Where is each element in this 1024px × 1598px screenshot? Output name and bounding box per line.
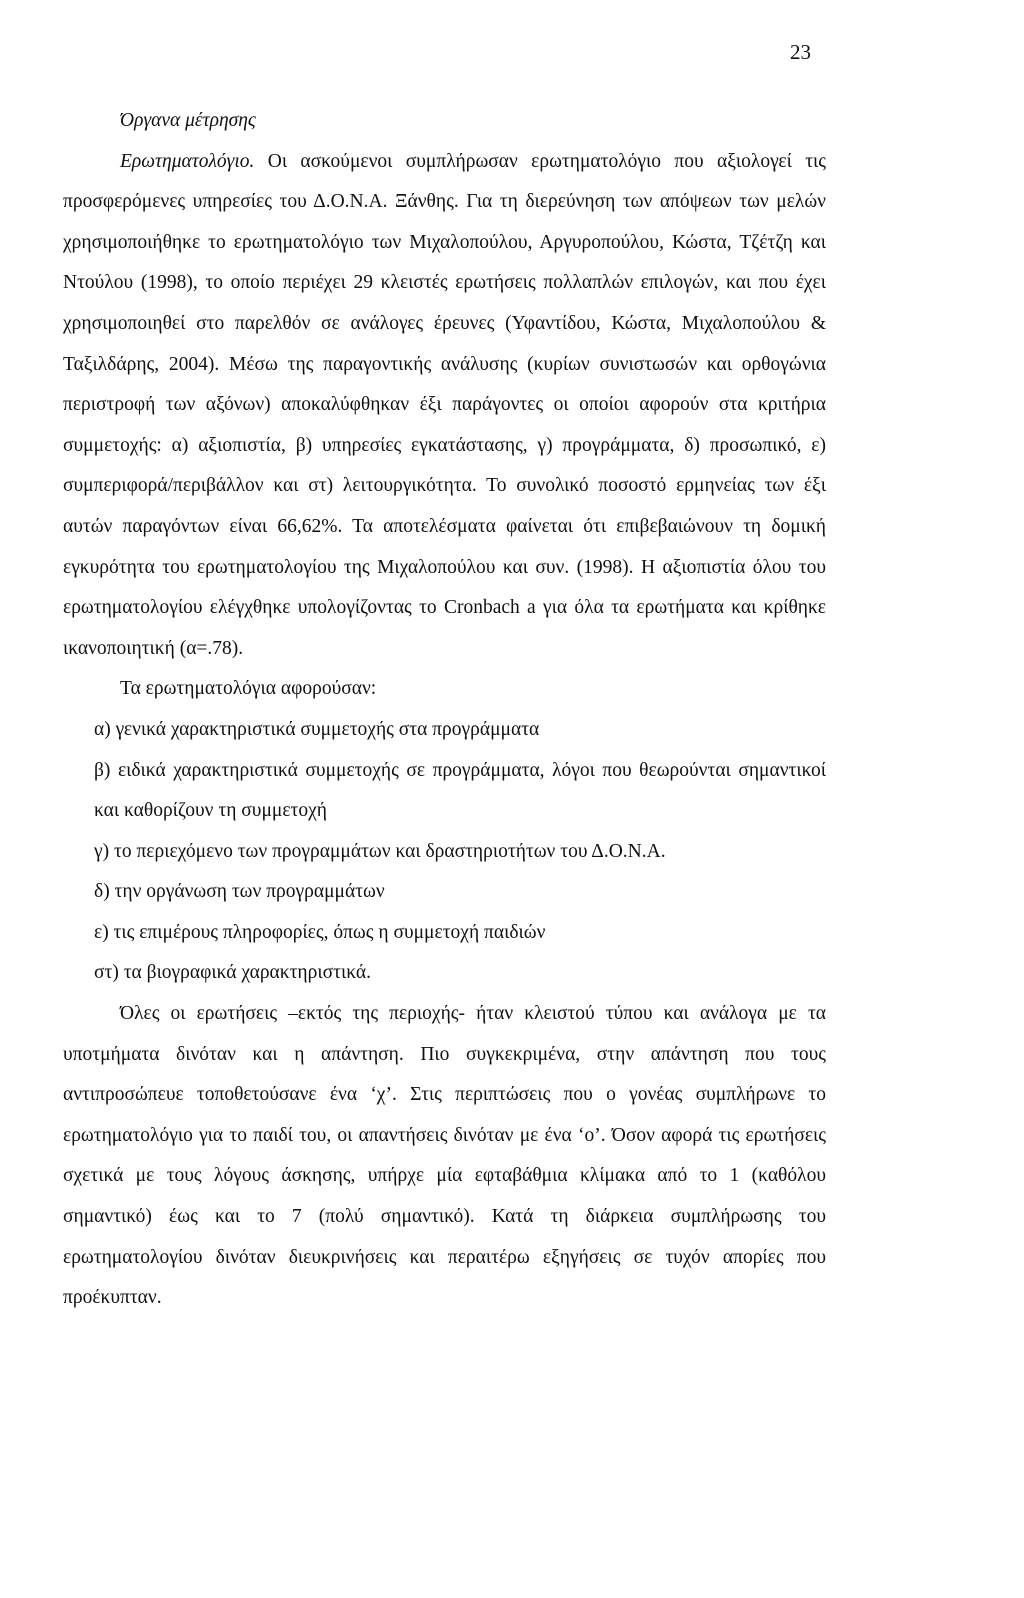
list-item: γ) το περιεχόμενο των προγραμμάτων και δραστηριοτήτων του Δ.Ο.Ν.Α. (94, 840, 666, 862)
list-item: α) γενικά χαρακτηριστικά συμμετοχής στα προγράμματα (94, 718, 540, 740)
paragraph-topics-intro: Τα ερωτηματολόγια αφορούσαν: (120, 678, 377, 700)
paragraph-questionnaire-text: Οι ασκούμενοι συμπλήρωσαν ερωτηματολόγιο που αξιολογεί τις προσφερόμενες υπηρεσίες του Δ.Ο.Ν.Α. Ξάνθης. Για τη διερεύνηση των απόψεων των μελών χρησιμοποιήθηκε το ερωτηματολόγιο των Μιχαλοπούλου, Αργυροπούλου, Κώστα, Τζέτζη και Ντούλου (1998), το οποίο περιέχει 29 κλειστές ερωτήσεις πολλαπλών επιλογών, και που έχει χρησιμοποιηθεί στο παρελθόν σε ανάλογες έρευνες (Υφαντίδου, Κώστα, Μιχαλοπούλου & Ταξιλδάρης, 2004). Μέσω της παραγοντικής ανάλυσης (κυρίων συνιστωσών και ορθογώνια περιστροφή των αξόνων) αποκαλύφθηκαν έξι παράγοντες οι οποίοι αφορούν στα κριτήρια συμμετοχής: α) αξιοπιστία, β) υπηρεσίες εγκατάστασης, γ) προγράμματα, δ) προσωπικό, ε) συμπεριφορά/περιβάλλον και στ) λειτουργικότητα. Το συνολικό ποσοστό ερμηνείας των έξι αυτών παραγόντων είναι 66,62%. Τα αποτελέσματα φαίνεται ότι επιβεβαιώνουν τη δομική εγκυρότητα του ερωτηματολογίου της Μιχαλοπούλου και συν. (1998). Η αξιοπιστία όλου του ερωτηματολογίου ελέγχθηκε υπολογίζοντας το Cronbach a για όλα τα ερωτήματα και κρίθηκε ικανοποιητική (α=.78). (63, 150, 826, 659)
list-item: δ) την οργάνωση των προγραμμάτων (94, 881, 385, 903)
page-number: 23 (790, 40, 811, 64)
paragraph-questionnaire (63, 142, 826, 670)
document-body (63, 101, 826, 1319)
section-heading: Όργανα μέτρησης (120, 110, 256, 131)
paragraph-lead-term: Ερωτηματολόγιο. (120, 150, 255, 172)
list-item: β) ειδικά χαρακτηριστικά συμμετοχής σε προγράμματα, λόγοι που θεωρούνται σημαντικοί και καθορίζουν τη συμμετοχή (94, 759, 826, 822)
paragraph-questions: Όλες οι ερωτήσεις –εκτός της περιοχής- ήταν κλειστού τύπου και ανάλογα με τα υποτμήματα δινόταν και η απάντηση. Πιο συγκεκριμένα, στην απάντηση που τους αντιπροσώπευε τοποθετούσανε ένα ‘χ’. Στις περιπτώσεις που ο γονέας συμπλήρωνε το ερωτηματολόγιο για το παιδί του, οι απαντήσεις δινόταν με ένα ‘ο’. Όσον αφορά τις ερωτήσεις σχετικά με τους λόγους άσκησης, υπήρχε μία εφταβάθμια κλίμακα από το 1 (καθόλου σημαντικό) έως και το 7 (πολύ σημαντικό). Κατά τη διάρκεια συμπλήρωσης του ερωτηματολογίου δινόταν διευκρινήσεις και περαιτέρω εξηγήσεις σε τυχόν απορίες που προέκυπταν. (63, 1003, 826, 1309)
list-item: στ) τα βιογραφικά χαρακτηριστικά. (94, 962, 371, 984)
list-item: ε) τις επιμέρους πληροφορίες, όπως η συμμετοχή παιδιών (94, 921, 546, 943)
